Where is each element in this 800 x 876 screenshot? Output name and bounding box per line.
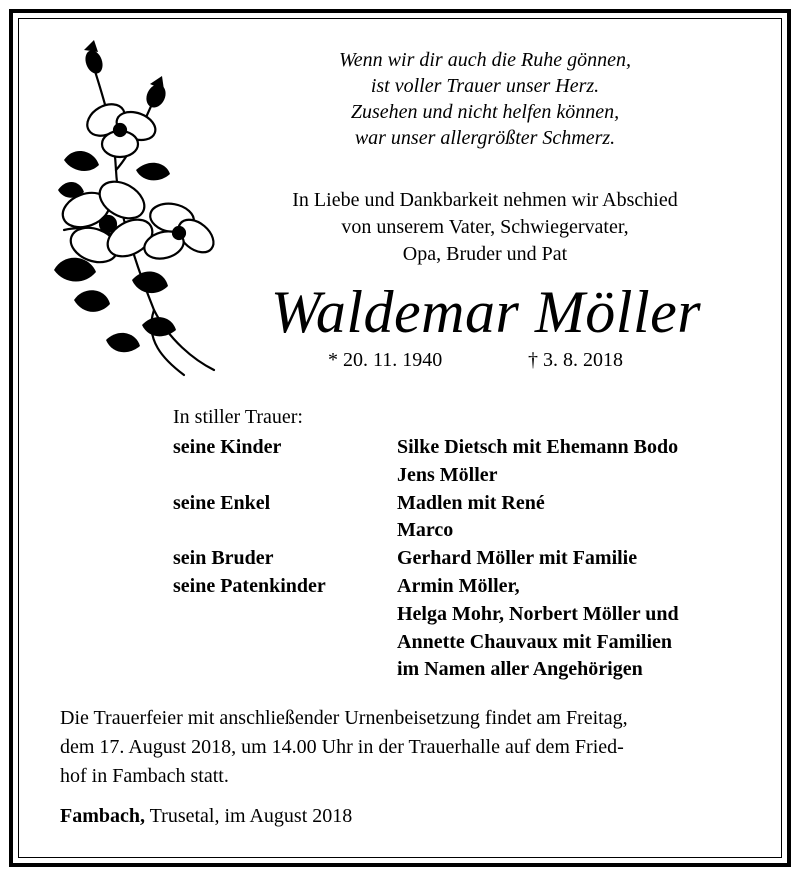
flower-icon bbox=[44, 40, 224, 385]
poem-line: ist voller Trauer unser Herz. bbox=[370, 75, 600, 97]
death-date: † 3. 8. 2018 bbox=[528, 349, 623, 371]
family-row bbox=[173, 517, 773, 545]
mourner-names: Armin Möller, bbox=[397, 574, 520, 597]
mourner-names: Marco bbox=[397, 519, 454, 542]
service-notice bbox=[60, 704, 750, 791]
farewell-line: Opa, Bruder und Pat bbox=[402, 243, 568, 265]
farewell-line: In Liebe und Dankbarkeit nehmen wir Abschied bbox=[292, 189, 678, 211]
town-name: Fambach, bbox=[60, 805, 145, 827]
poem-line: war unser allergrößter Schmerz. bbox=[354, 127, 616, 149]
poem-line: Wenn wir dir auch die Ruhe gönnen, bbox=[338, 49, 631, 71]
family-row bbox=[173, 462, 773, 490]
mourner-names: Madlen mit René bbox=[397, 491, 545, 514]
place-date bbox=[60, 803, 352, 829]
mourner-names: Gerhard Möller mit Familie bbox=[397, 547, 638, 570]
relation: seine Patenkinder bbox=[173, 574, 326, 597]
family-row bbox=[173, 601, 773, 629]
relation: seine Enkel bbox=[173, 491, 271, 514]
place-rest: Trusetal, im August 2018 bbox=[145, 805, 353, 827]
relation: sein Bruder bbox=[173, 547, 274, 570]
service-line: Die Trauerfeier mit anschließender Urnenbeisetzung findet am Freitag, bbox=[60, 707, 628, 729]
mourner-names: im Namen aller Angehörigen bbox=[397, 658, 643, 681]
family-row bbox=[173, 490, 773, 518]
poem-line: Zusehen und nicht helfen können, bbox=[350, 101, 620, 123]
service-line: dem 17. August 2018, um 14.00 Uhr in der Trauerhalle auf dem Fried- bbox=[60, 736, 624, 758]
mourner-names: Annette Chauvaux mit Familien bbox=[397, 630, 672, 653]
mourner-names: Silke Dietsch mit Ehemann Bodo bbox=[397, 436, 679, 458]
mourner-names: Jens Möller bbox=[397, 463, 498, 486]
mourner-names: Helga Mohr, Norbert Möller und bbox=[397, 602, 679, 625]
family-row bbox=[173, 573, 773, 601]
poem bbox=[240, 47, 730, 151]
family-row bbox=[173, 434, 773, 462]
deceased-name: Waldemar Möller bbox=[270, 279, 702, 345]
relation: seine Kinder bbox=[173, 436, 282, 458]
farewell-line: von unserem Vater, Schwiegervater, bbox=[341, 216, 629, 238]
farewell-text bbox=[240, 187, 730, 268]
family-row bbox=[173, 656, 773, 684]
family-row bbox=[173, 545, 773, 573]
birth-date: * 20. 11. 1940 bbox=[328, 349, 443, 371]
service-line: hof in Fambach statt. bbox=[60, 765, 229, 787]
mourning-heading: In stiller Trauer: bbox=[173, 406, 303, 428]
family-list bbox=[173, 434, 773, 684]
family-row bbox=[173, 629, 773, 657]
